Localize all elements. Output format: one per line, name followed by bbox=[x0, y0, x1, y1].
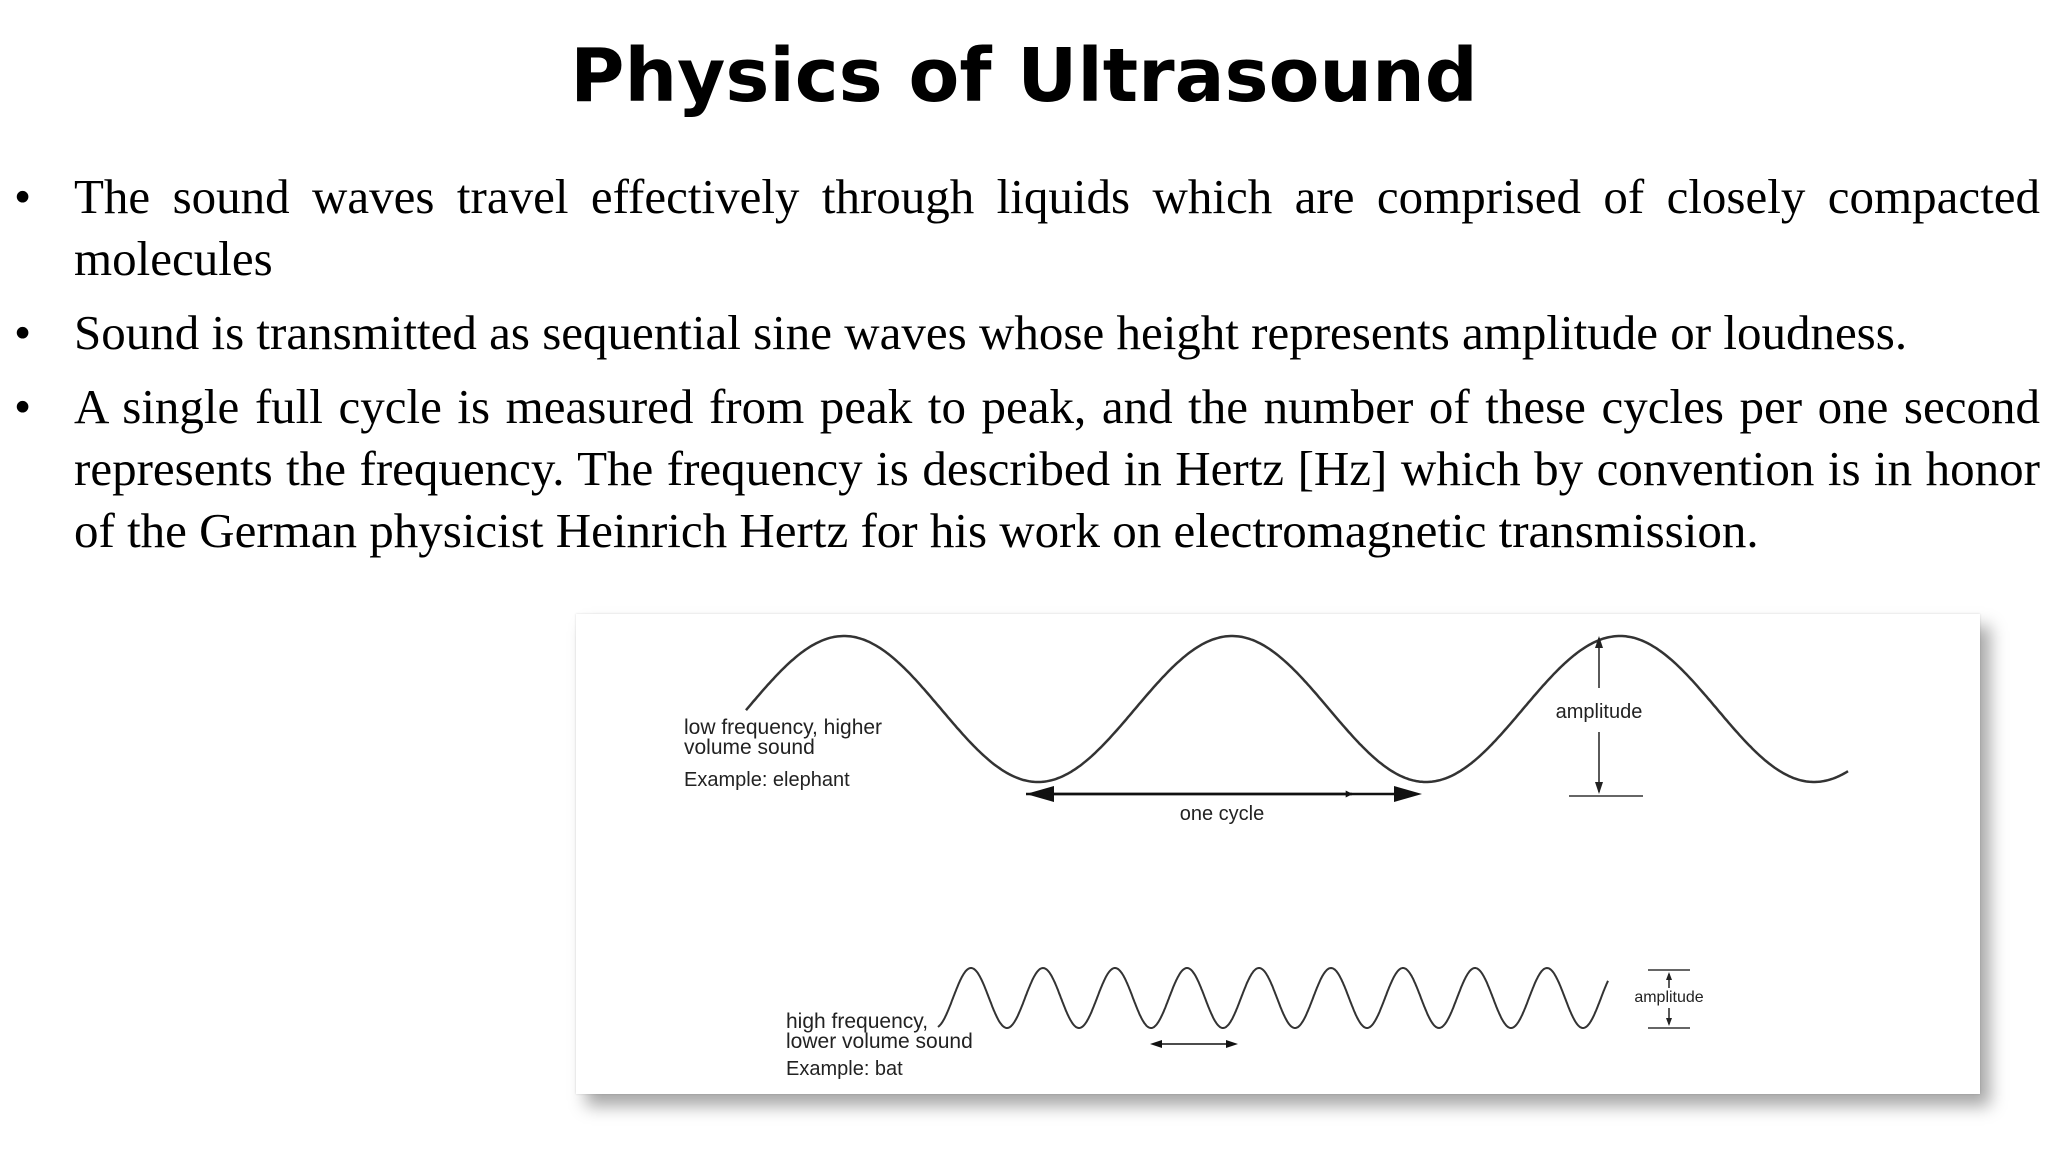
bullet-marker: • bbox=[14, 169, 32, 224]
bullet-item bbox=[0, 376, 2040, 562]
high-amplitude-arrowhead-up bbox=[1666, 972, 1672, 980]
low-frequency-label-line1: low frequency, higher bbox=[684, 716, 883, 739]
amplitude-arrowhead-down bbox=[1595, 782, 1603, 794]
high-amplitude-label: amplitude bbox=[1634, 989, 1704, 1006]
bullet-list bbox=[0, 166, 2040, 574]
low-frequency-wave bbox=[746, 636, 1848, 782]
high-cycle-arrowhead-right bbox=[1226, 1040, 1238, 1048]
bullet-item bbox=[0, 302, 2040, 364]
bullet-text: Sound is transmitted as sequential sine waves whose height represents amplitude or loudness. bbox=[74, 305, 1908, 360]
one-cycle-label: one cycle bbox=[1179, 803, 1265, 825]
high-frequency-label-line1: high frequency, bbox=[786, 1010, 929, 1033]
bullet-item bbox=[0, 166, 2040, 290]
high-frequency-label-line2: lower volume sound bbox=[786, 1030, 973, 1053]
bullet-text: The sound waves travel effectively through liquids which are comprised of closely compacted molecules bbox=[74, 169, 2040, 286]
bullet-marker: • bbox=[14, 305, 32, 360]
high-cycle-arrowhead-left bbox=[1150, 1040, 1162, 1048]
elephant-example-label: Example: elephant bbox=[684, 769, 850, 791]
bat-example-label: Example: bat bbox=[786, 1058, 903, 1080]
sound-wave-figure bbox=[576, 614, 1980, 1094]
bullet-marker: • bbox=[14, 379, 32, 434]
amplitude-label-top: amplitude bbox=[1555, 701, 1643, 723]
bullet-text: A single full cycle is measured from peak to peak, and the number of these cycles per one second represents the frequency. The frequency is described in Hertz [Hz] which by convention is in honor of the German physicist Heinrich Hertz for his work on electromagnetic transmission. bbox=[74, 379, 2040, 558]
high-frequency-wave bbox=[938, 968, 1608, 1028]
slide-title: Physics of Ultrasound bbox=[570, 33, 1478, 119]
low-frequency-label-line2: volume sound bbox=[684, 736, 815, 759]
high-amplitude-arrowhead-down bbox=[1666, 1018, 1672, 1026]
wave-diagram bbox=[576, 614, 1980, 1094]
